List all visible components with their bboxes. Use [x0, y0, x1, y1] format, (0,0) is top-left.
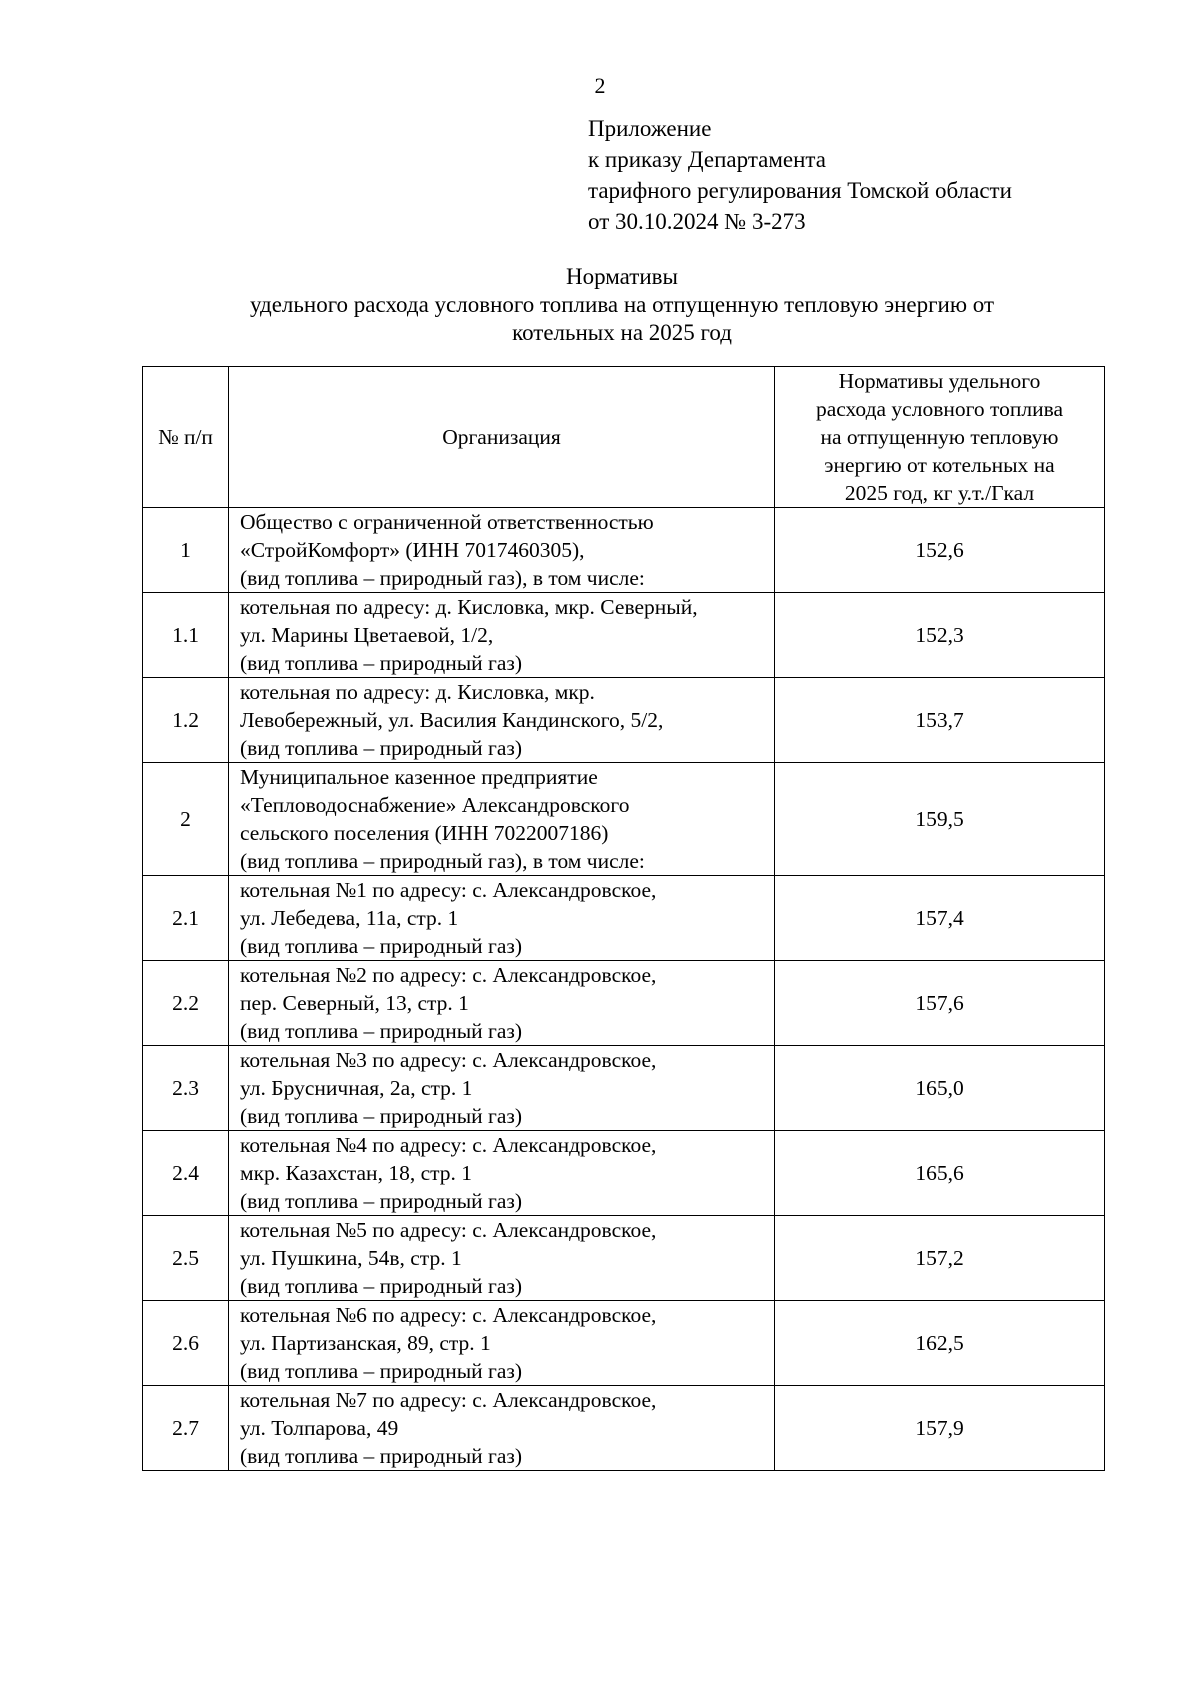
row-value: 153,7 [775, 678, 1105, 763]
table-row [143, 763, 1105, 876]
row-value: 162,5 [775, 1301, 1105, 1386]
row-value: 152,6 [775, 508, 1105, 593]
appendix-line: к приказу Департамента [588, 147, 826, 172]
row-value: 152,3 [775, 593, 1105, 678]
header-num: № п/п [143, 367, 229, 508]
row-num: 2.1 [143, 876, 229, 961]
row-org [229, 1131, 775, 1216]
row-num: 2 [143, 763, 229, 876]
appendix-line: от 30.10.2024 № 3-273 [588, 209, 806, 234]
document-title [142, 263, 1102, 347]
org-line: «Тепловодоснабжение» Александровского [240, 793, 630, 817]
title-line: удельного расхода условного топлива на отпущенную тепловую энергию от [249, 292, 995, 317]
org-line: ул. Пушкина, 54в, стр. 1 [240, 1246, 462, 1270]
row-org [229, 1216, 775, 1301]
row-num: 2.3 [143, 1046, 229, 1131]
org-line: Общество с ограниченной ответственностью [240, 510, 654, 534]
org-line: котельная №7 по адресу: с. Александровское, [240, 1388, 657, 1412]
row-value: 157,2 [775, 1216, 1105, 1301]
table-row [143, 876, 1105, 961]
org-line: (вид топлива – природный газ), в том числе: [240, 566, 645, 590]
table-header-row [143, 367, 1105, 508]
row-org [229, 508, 775, 593]
org-line: котельная №2 по адресу: с. Александровское, [240, 963, 657, 987]
norms-table [142, 366, 1105, 1471]
title-line: котельных на 2025 год [512, 320, 732, 345]
row-org [229, 876, 775, 961]
org-line: (вид топлива – природный газ) [240, 1274, 523, 1298]
row-num: 2.5 [143, 1216, 229, 1301]
org-line: ул. Толпарова, 49 [240, 1416, 399, 1440]
row-num: 2.2 [143, 961, 229, 1046]
header-norm-line: энергию от котельных на [824, 453, 1055, 477]
org-line: котельная по адресу: д. Кисловка, мкр. [240, 680, 595, 704]
org-line: (вид топлива – природный газ) [240, 1104, 523, 1128]
org-line: (вид топлива – природный газ) [240, 1359, 523, 1383]
row-org [229, 961, 775, 1046]
header-norm [775, 367, 1105, 508]
appendix-block [588, 113, 1012, 237]
table-row [143, 1301, 1105, 1386]
org-line: котельная №1 по адресу: с. Александровское, [240, 878, 657, 902]
org-line: котельная №3 по адресу: с. Александровское, [240, 1048, 657, 1072]
org-line: котельная №5 по адресу: с. Александровское, [240, 1218, 657, 1242]
org-line: котельная №6 по адресу: с. Александровское, [240, 1303, 657, 1327]
table-row [143, 1046, 1105, 1131]
header-norm-line: Нормативы удельного [838, 369, 1041, 393]
table-row [143, 593, 1105, 678]
row-num: 2.6 [143, 1301, 229, 1386]
row-value: 157,9 [775, 1386, 1105, 1471]
org-line: котельная по адресу: д. Кисловка, мкр. Северный, [240, 595, 698, 619]
row-num: 1.1 [143, 593, 229, 678]
header-norm-line: 2025 год, кг у.т./Гкал [844, 481, 1035, 505]
org-line: пер. Северный, 13, стр. 1 [240, 991, 469, 1015]
org-line: (вид топлива – природный газ) [240, 1444, 523, 1468]
appendix-line: Приложение [588, 116, 712, 141]
table-row [143, 1216, 1105, 1301]
row-num: 2.7 [143, 1386, 229, 1471]
org-line: (вид топлива – природный газ) [240, 736, 523, 760]
row-org [229, 678, 775, 763]
table-row [143, 1131, 1105, 1216]
title-line: Нормативы [566, 264, 678, 289]
row-org [229, 1046, 775, 1131]
table-row [143, 961, 1105, 1046]
row-org [229, 1386, 775, 1471]
row-value: 157,6 [775, 961, 1105, 1046]
row-num: 1 [143, 508, 229, 593]
row-org [229, 593, 775, 678]
table-row [143, 678, 1105, 763]
org-line: (вид топлива – природный газ) [240, 1189, 523, 1213]
header-org: Организация [229, 367, 775, 508]
org-line: (вид топлива – природный газ) [240, 1019, 523, 1043]
row-value: 157,4 [775, 876, 1105, 961]
row-num: 2.4 [143, 1131, 229, 1216]
org-line: ул. Лебедева, 11а, стр. 1 [240, 906, 459, 930]
org-line: сельского поселения (ИНН 7022007186) [240, 821, 609, 845]
row-value: 165,6 [775, 1131, 1105, 1216]
org-line: ул. Марины Цветаевой, 1/2, [240, 623, 494, 647]
org-line: (вид топлива – природный газ) [240, 934, 523, 958]
org-line: «СтройКомфорт» (ИНН 7017460305), [240, 538, 585, 562]
org-line: (вид топлива – природный газ), в том числе: [240, 849, 645, 873]
org-line: Левобережный, ул. Василия Кандинского, 5/2, [240, 708, 664, 732]
org-line: Муниципальное казенное предприятие [240, 765, 598, 789]
org-line: (вид топлива – природный газ) [240, 651, 523, 675]
row-value: 159,5 [775, 763, 1105, 876]
row-value: 165,0 [775, 1046, 1105, 1131]
table-row [143, 508, 1105, 593]
row-org [229, 763, 775, 876]
org-line: мкр. Казахстан, 18, стр. 1 [240, 1161, 473, 1185]
appendix-line: тарифного регулирования Томской области [588, 178, 1012, 203]
org-line: ул. Брусничная, 2а, стр. 1 [240, 1076, 473, 1100]
org-line: ул. Партизанская, 89, стр. 1 [240, 1331, 491, 1355]
row-num: 1.2 [143, 678, 229, 763]
table-row [143, 1386, 1105, 1471]
header-norm-line: на отпущенную тепловую [820, 425, 1059, 449]
page-number: 2 [594, 73, 606, 98]
org-line: котельная №4 по адресу: с. Александровское, [240, 1133, 657, 1157]
header-norm-line: расхода условного топлива [815, 397, 1064, 421]
row-org [229, 1301, 775, 1386]
